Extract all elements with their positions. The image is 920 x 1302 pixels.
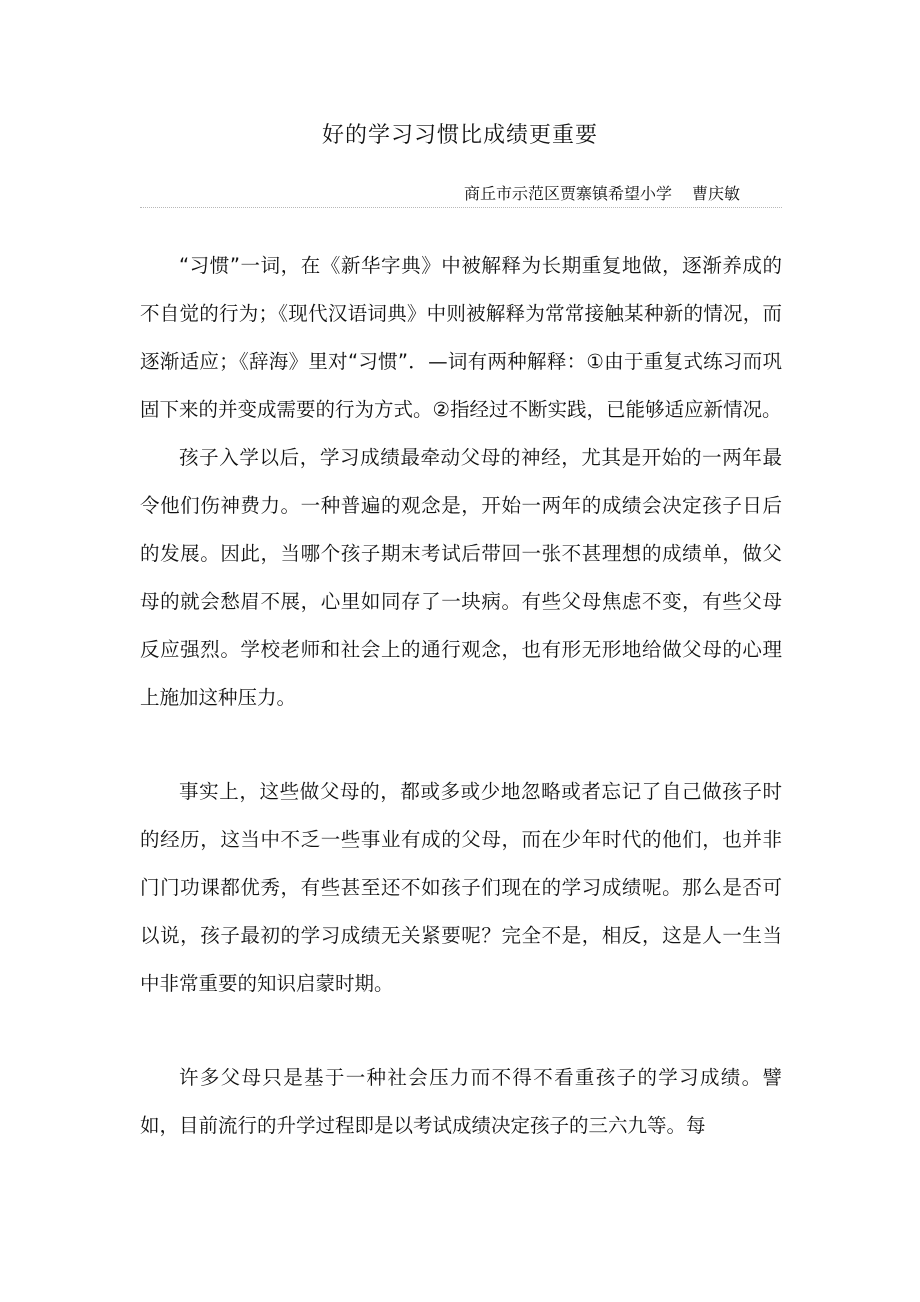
paragraph: 许多父母只是基于一种社会压力而不得不看重孩子的学习成绩。譬如，目前流行的升学过程即是以考试成绩决定孩子的三六九等。每 (140, 1066, 782, 1137)
author-school: 商丘市示范区贾寨镇希望小学 (463, 184, 672, 203)
document-body (140, 242, 782, 1150)
document-title: 好的学习习惯比成绩更重要 (321, 123, 598, 148)
paragraph: 孩子入学以后，学习成绩最牵动父母的神经，尤其是开始的一两年最令他们伤神费力。一种普遍的观念是，开始一两年的成绩会决定孩子日后的发展。因此，当哪个孩子期末考试后带回一张不甚理想的成绩单，做父母的就会愁眉不展，心里如同存了一块病。有些父母焦虑不变，有些父母反应强烈。学校老师和社会上的通行观念，也有形无形地给做父母的心理上施加这种压力。 (140, 446, 782, 709)
author-name: 曹庆敏 (691, 184, 740, 203)
author-line (140, 180, 740, 208)
paragraph: 事实上，这些做父母的，都或多或少地忽略或者忘记了自己做孩子时的经历，这当中不乏一些事业有成的父母，而在少年时代的他们，也并非门门功课都优秀，有些甚至还不如孩子们现在的学习成绩呢。那么是否可以说，孩子最初的学习成绩无关紧要呢？完全不是，相反，这是人一生当中非常重要的知识启蒙时期。 (140, 780, 782, 995)
paragraph: “习惯”一词，在《新华字典》中被解释为长期重复地做，逐渐养成的不自觉的行为；《现代汉语词典》中则被解释为常常接触某种新的情况，而逐渐适应；《辞海》里对“习惯”．—词有两种解释：①由于重复式练习而巩固下来的并变成需要的行为方式。②指经过不断实践，已能够适应新情况。 (140, 254, 782, 421)
title-divider (140, 207, 782, 208)
